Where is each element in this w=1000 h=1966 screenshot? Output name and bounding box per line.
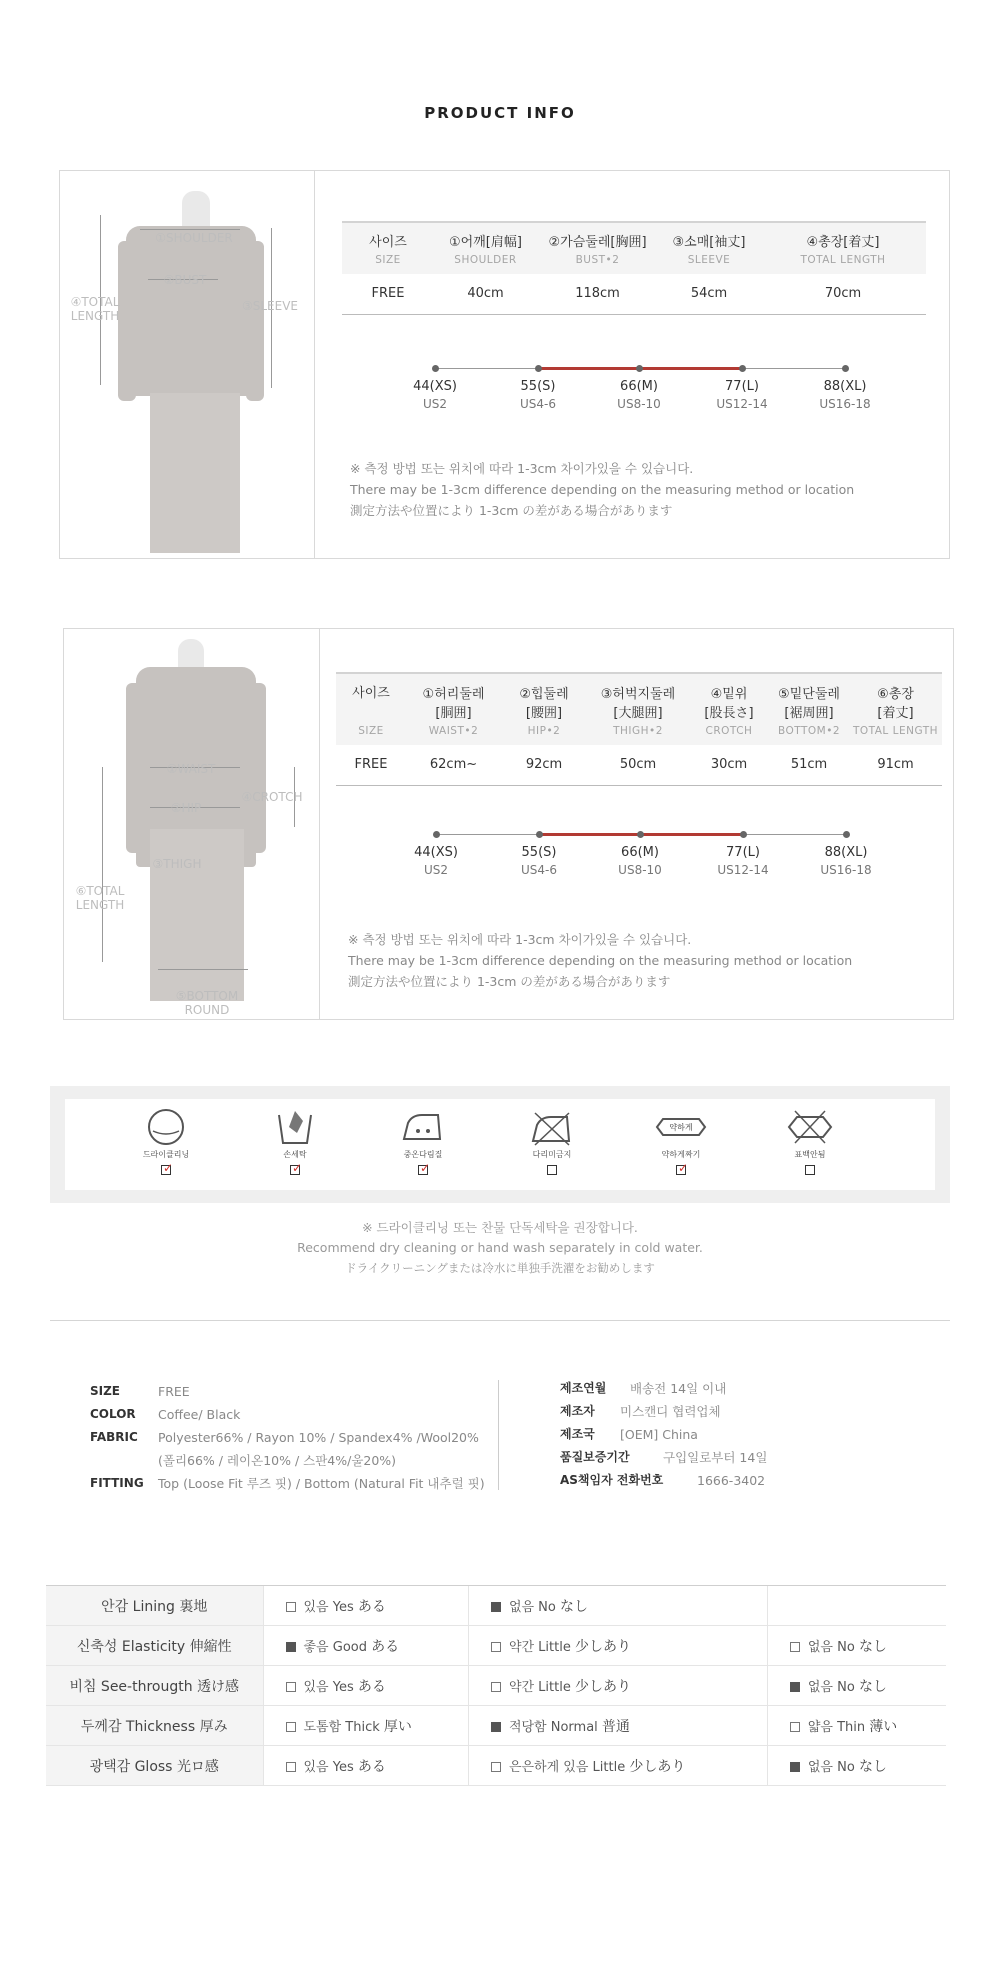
checkbox[interactable] bbox=[491, 1762, 501, 1772]
attr-option[interactable]: 얇음 Thin 薄い bbox=[767, 1706, 946, 1746]
attr-label: 안감 Lining 裏地 bbox=[46, 1586, 263, 1626]
wash-item-wring: 약하게 약하게짜기 ✓ bbox=[626, 1107, 736, 1179]
us-size-label: US2 bbox=[422, 397, 448, 411]
checkbox-checked[interactable] bbox=[286, 1642, 296, 1652]
spec-as-label: AS책임자 전화번호 bbox=[560, 1473, 664, 1487]
crotch-cell: 30cm bbox=[689, 745, 769, 785]
attr-label: 광택감 Gloss 光ロ感 bbox=[46, 1746, 263, 1786]
attr-row-lining bbox=[46, 1586, 946, 1626]
attr-row-elasticity bbox=[46, 1626, 946, 1666]
top-sleeve-left bbox=[126, 683, 142, 853]
shoulder-cell: 40cm bbox=[434, 274, 537, 314]
thigh-label: ③THIGH bbox=[152, 857, 202, 871]
checkbox[interactable] bbox=[286, 1602, 296, 1612]
checkbox-checked[interactable] bbox=[491, 1602, 501, 1612]
total-length-cell: 91cm bbox=[849, 745, 942, 785]
wash-item-no-bleach: 표백안됨 bbox=[755, 1107, 865, 1179]
checkbox-checked[interactable] bbox=[491, 1722, 501, 1732]
bottom-round-col-header: ⑤밑단둘레 [裾周囲] BOTTOM•2 bbox=[769, 673, 849, 745]
check-mark-icon: ✓ bbox=[420, 1161, 431, 1175]
spec-fitting-label: FITTING bbox=[90, 1476, 144, 1490]
no-bleach-checkbox[interactable] bbox=[805, 1165, 815, 1175]
pants-garment bbox=[150, 829, 244, 1001]
dry-clean-icon bbox=[144, 1107, 188, 1147]
bottom-round-label: ⑤BOTTOM ROUND bbox=[175, 989, 239, 1017]
spec-made-date-label: 제조연월 bbox=[560, 1381, 607, 1395]
svg-text:약하게: 약하게 bbox=[669, 1123, 693, 1132]
bottom-figure bbox=[64, 629, 320, 1019]
spec-separator bbox=[498, 1380, 499, 1490]
top-size-box bbox=[59, 170, 950, 559]
attr-option[interactable]: 도톰함 Thick 厚い bbox=[263, 1706, 468, 1746]
sleeve-col-header: ③소매[袖丈] SLEEVE bbox=[658, 222, 760, 274]
us-size-label: US12-14 bbox=[716, 397, 768, 411]
size-label: 77(L) bbox=[725, 379, 759, 394]
attr-option[interactable]: 없음 No なし bbox=[767, 1746, 946, 1786]
crotch-label: ④CROTCH bbox=[241, 790, 303, 804]
size-label: 55(S) bbox=[520, 379, 556, 394]
checkbox[interactable] bbox=[286, 1682, 296, 1692]
spec-fitting-value: Top (Loose Fit 루즈 핏) / Bottom (Natural Fit 내추럴 핏) bbox=[158, 1476, 485, 1491]
waist-cell: 62cm~ bbox=[406, 745, 501, 785]
product-spec-left bbox=[90, 1380, 500, 1500]
attr-option-empty bbox=[767, 1586, 946, 1626]
iron-medium-icon bbox=[400, 1107, 446, 1147]
check-mark-icon: ✓ bbox=[292, 1161, 303, 1175]
attr-option[interactable]: 있음 Yes ある bbox=[263, 1586, 468, 1626]
hip-label: ②HIP bbox=[170, 801, 202, 815]
no-iron-icon bbox=[529, 1107, 575, 1147]
attr-row-thickness bbox=[46, 1706, 946, 1746]
section-divider bbox=[50, 1320, 950, 1321]
check-mark-icon: ✓ bbox=[163, 1161, 174, 1175]
wash-item-dry-clean: 드라이클리닝 ✓ bbox=[111, 1107, 221, 1179]
bottom-size-table bbox=[336, 672, 942, 786]
checkbox[interactable] bbox=[286, 1722, 296, 1732]
size-dot bbox=[843, 831, 850, 838]
checkbox[interactable] bbox=[491, 1642, 501, 1652]
spec-color-label: COLOR bbox=[90, 1407, 136, 1421]
size-dot bbox=[535, 365, 542, 372]
no-iron-checkbox[interactable] bbox=[547, 1165, 557, 1175]
crotch-col-header: ④밑위 [股長さ] CROTCH bbox=[689, 673, 769, 745]
attr-label: 비침 See-througth 透け感 bbox=[46, 1666, 263, 1706]
size-col-header: 사이즈 SIZE bbox=[342, 222, 434, 274]
spec-as-value: 1666-3402 bbox=[697, 1473, 766, 1488]
us-size-label: US4-6 bbox=[520, 397, 556, 411]
attr-option[interactable]: 없음 No なし bbox=[468, 1586, 767, 1626]
wring-checkbox[interactable] bbox=[676, 1161, 689, 1175]
total-length-cell: 70cm bbox=[760, 274, 926, 314]
checkbox-checked[interactable] bbox=[790, 1762, 800, 1772]
hand-wash-icon bbox=[273, 1107, 317, 1147]
bust-label: ②BUST bbox=[163, 273, 207, 287]
attr-row-gloss bbox=[46, 1746, 946, 1786]
total-length-label: ⑥TOTAL LENGTH bbox=[75, 884, 125, 912]
size-scale bbox=[413, 363, 871, 423]
table-row bbox=[342, 274, 926, 314]
attr-option[interactable]: 적당함 Normal 普通 bbox=[468, 1706, 767, 1746]
size-dot bbox=[536, 831, 543, 838]
washing-note: ※ 드라이클리닝 또는 찬물 단독세탁을 권장합니다. Recommend dry cleaning or hand wash separately in cold water. ドライクリーニングまたは冷水に単独手洗濯をお勧めします bbox=[297, 1220, 703, 1275]
spec-fabric-kr-value: (폴리66% / 레이온10% / 스판4%/울20%) bbox=[158, 1453, 397, 1468]
us-size-label: US2 bbox=[423, 863, 449, 877]
spec-country-label: 제조국 bbox=[560, 1427, 595, 1441]
size-dot bbox=[637, 831, 644, 838]
size-cell: FREE bbox=[342, 274, 434, 314]
size-dot bbox=[739, 365, 746, 372]
top-size-table bbox=[342, 221, 926, 315]
attr-option[interactable]: 없음 No なし bbox=[767, 1626, 946, 1666]
spec-country-value: [OEM] China bbox=[620, 1427, 698, 1442]
attr-row-see-through bbox=[46, 1666, 946, 1706]
size-label: 55(S) bbox=[521, 845, 557, 860]
size-label: 88(XL) bbox=[824, 845, 868, 860]
check-mark-icon: ✓ bbox=[678, 1161, 689, 1175]
washing-panel bbox=[50, 1086, 950, 1203]
hip-col-header: ②힙둘레 [腰囲] HIP•2 bbox=[501, 673, 587, 745]
attr-option[interactable]: 은은하게 있음 Little 少しあり bbox=[468, 1746, 767, 1786]
attr-option[interactable]: 없음 No なし bbox=[767, 1666, 946, 1706]
spec-warranty-label: 품질보증기간 bbox=[560, 1450, 630, 1464]
total-length-line bbox=[102, 767, 103, 962]
fabric-attribute-table bbox=[46, 1585, 946, 1786]
sleeve-cell: 54cm bbox=[658, 274, 760, 314]
measure-note: ※ 측정 방법 또는 위치에 따라 1-3cm 차이가있을 수 있습니다. There may be 1-3cm difference depending on the measuring method or location 測定方法や位置により 1-3cm の差がある場合があります bbox=[350, 461, 855, 518]
size-scale bbox=[414, 829, 872, 889]
attr-option[interactable]: 있음 Yes ある bbox=[263, 1666, 468, 1706]
product-spec-right bbox=[560, 1377, 940, 1497]
thigh-cell: 50cm bbox=[587, 745, 689, 785]
shoulder-col-header: ①어깨[肩幅] SHOULDER bbox=[434, 222, 537, 274]
waist-col-header: ①허리둘레 [胴囲] WAIST•2 bbox=[406, 673, 501, 745]
total-length-col-header: ④총장[着丈] TOTAL LENGTH bbox=[760, 222, 926, 274]
table-row bbox=[336, 745, 942, 785]
size-dot bbox=[432, 365, 439, 372]
wring-gently-icon bbox=[653, 1107, 709, 1147]
size-label: 44(XS) bbox=[414, 845, 458, 860]
washing-icons bbox=[65, 1099, 935, 1190]
top-sleeve-right bbox=[246, 241, 264, 401]
attr-option[interactable]: 좋음 Good ある bbox=[263, 1626, 468, 1666]
checkbox[interactable] bbox=[286, 1762, 296, 1772]
checkbox[interactable] bbox=[790, 1642, 800, 1652]
us-size-label: US16-18 bbox=[820, 863, 872, 877]
pants-garment bbox=[150, 393, 240, 553]
size-label: 66(M) bbox=[620, 379, 658, 394]
size-label: 77(L) bbox=[726, 845, 760, 860]
bottom-round-cell: 51cm bbox=[769, 745, 849, 785]
top-sleeve-right bbox=[250, 683, 266, 853]
size-label: 66(M) bbox=[621, 845, 659, 860]
us-size-label: US12-14 bbox=[717, 863, 769, 877]
bust-col-header: ②가슴둘레[胸囲] BUST•2 bbox=[537, 222, 658, 274]
size-dot bbox=[740, 831, 747, 838]
iron-checkbox[interactable] bbox=[418, 1161, 431, 1175]
attr-option[interactable]: 약간 Little 少しあり bbox=[468, 1666, 767, 1706]
spec-warranty-value: 구입일로부터 14일 bbox=[663, 1450, 768, 1465]
us-size-label: US4-6 bbox=[521, 863, 557, 877]
spec-made-date-value: 배송전 14일 이내 bbox=[630, 1381, 727, 1396]
attr-option[interactable]: 약간 Little 少しあり bbox=[468, 1626, 767, 1666]
page-title: PRODUCT INFO bbox=[424, 104, 576, 122]
attr-label: 신축성 Elasticity 伸縮性 bbox=[46, 1626, 263, 1666]
us-size-label: US8-10 bbox=[618, 863, 662, 877]
top-figure bbox=[60, 171, 315, 558]
thigh-col-header: ③허벅지둘레 [大腿囲] THIGH•2 bbox=[587, 673, 689, 745]
shoulder-line bbox=[140, 229, 240, 230]
total-length-label: ④TOTAL LENGTH bbox=[70, 295, 120, 323]
spec-size-label: SIZE bbox=[90, 1384, 121, 1398]
measure-note: ※ 측정 방법 또는 위치에 따라 1-3cm 차이가있을 수 있습니다. There may be 1-3cm difference depending on the measuring method or location 測定方法や位置により 1-3cm の差がある場合があります bbox=[348, 932, 853, 989]
size-label: 88(XL) bbox=[823, 379, 867, 394]
wash-item-no-iron: 다리미금지 bbox=[497, 1107, 607, 1179]
size-dot bbox=[636, 365, 643, 372]
total-length-col-header: ⑥총장 [着丈] TOTAL LENGTH bbox=[849, 673, 942, 745]
size-dot bbox=[842, 365, 849, 372]
size-dot bbox=[433, 831, 440, 838]
checkbox[interactable] bbox=[790, 1722, 800, 1732]
bottom-round-line bbox=[158, 969, 248, 970]
spec-maker-label: 제조자 bbox=[560, 1404, 595, 1418]
no-bleach-icon bbox=[785, 1107, 835, 1147]
checkbox[interactable] bbox=[491, 1682, 501, 1692]
size-label: 44(XS) bbox=[413, 379, 457, 394]
sleeve-label: ③SLEEVE bbox=[241, 299, 298, 313]
wash-item-hand-wash: 손세탁 ✓ bbox=[240, 1107, 350, 1179]
spec-maker-value: 미스캔디 협력업체 bbox=[620, 1404, 721, 1419]
us-size-label: US16-18 bbox=[819, 397, 871, 411]
us-size-label: US8-10 bbox=[617, 397, 661, 411]
waist-label: ①WAIST bbox=[166, 762, 216, 776]
wash-item-iron: 중온다림질 ✓ bbox=[368, 1107, 478, 1179]
attr-label: 두께감 Thickness 厚み bbox=[46, 1706, 263, 1746]
shoulder-label: ①SHOULDER bbox=[155, 231, 233, 245]
hand-wash-checkbox[interactable] bbox=[290, 1161, 303, 1175]
bottom-size-box bbox=[63, 628, 954, 1020]
spec-fabric-value: Polyester66% / Rayon 10% / Spandex4% /Wool20% bbox=[158, 1430, 479, 1445]
spec-size-value: FREE bbox=[158, 1384, 190, 1399]
size-cell: FREE bbox=[336, 745, 406, 785]
attr-option[interactable]: 있음 Yes ある bbox=[263, 1746, 468, 1786]
spec-fabric-label: FABRIC bbox=[90, 1430, 138, 1444]
checkbox-checked[interactable] bbox=[790, 1682, 800, 1692]
dry-clean-checkbox[interactable] bbox=[161, 1161, 174, 1175]
size-col-header: 사이즈 SIZE bbox=[336, 673, 406, 745]
bust-cell: 118cm bbox=[537, 274, 658, 314]
spec-color-value: Coffee/ Black bbox=[158, 1407, 241, 1422]
hip-cell: 92cm bbox=[501, 745, 587, 785]
